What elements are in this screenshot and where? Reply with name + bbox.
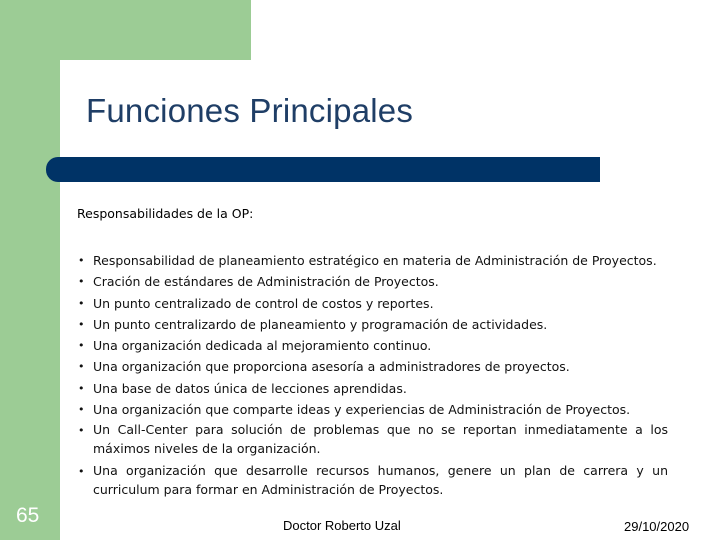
bullet-icon: • <box>78 424 85 438</box>
bullet-icon: • <box>78 317 85 331</box>
slide-number: 65 <box>16 504 40 527</box>
list-item <box>76 335 668 356</box>
responsibilities-list <box>76 250 668 502</box>
bullet-icon: • <box>78 403 85 417</box>
bullet-icon: • <box>78 296 85 310</box>
slide-title: Funciones Principales <box>86 92 414 129</box>
list-item-text: Una base de datos única de lecciones aprendidas. <box>93 380 407 396</box>
bullet-icon: • <box>78 465 85 479</box>
list-item-text: Una organización que desarrolle recursos humanos, genere un plan de carrera y un curriculum para formar en Administración de Proyectos. <box>93 463 668 497</box>
list-item-text: Cración de estándares de Administración de Proyectos. <box>93 274 439 290</box>
list-item-text: Una organización dedicada al mejoramiento continuo. <box>93 338 432 354</box>
bullet-icon: • <box>78 360 85 374</box>
list-item <box>76 271 668 292</box>
list-item <box>76 250 668 271</box>
bullet-icon: • <box>78 275 85 289</box>
footer-author: Doctor Roberto Uzal <box>283 518 401 533</box>
list-item-text: Un punto centralizardo de planeamiento y programación de actividades. <box>93 316 548 332</box>
footer-date: 29/10/2020 <box>624 519 690 534</box>
list-item-text: Responsabilidad de planeamiento estratégico en materia de Administración de Proyectos. <box>93 253 657 268</box>
list-item <box>76 399 668 420</box>
list-item-text: Una organización que comparte ideas y experiencias de Administración de Proyectos. <box>93 402 631 418</box>
list-item-text: Un punto centralizado de control de costos y reportes. <box>93 295 434 311</box>
list-item <box>76 378 668 399</box>
list-item-text: Una organización que proporciona asesoría a administradores de proyectos. <box>93 359 570 375</box>
list-item-text: Un Call-Center para solución de problemas que no se reportan inmediatamente a los máximos niveles de la organización. <box>93 422 668 456</box>
list-item <box>76 314 668 335</box>
bullet-icon: • <box>78 254 85 267</box>
list-item <box>76 420 668 458</box>
bullet-icon: • <box>78 381 85 395</box>
list-item <box>76 461 668 499</box>
section-subtitle: Responsabilidades de la OP: <box>77 206 254 221</box>
list-item <box>76 356 668 377</box>
bullet-icon: • <box>78 339 85 353</box>
list-item <box>76 293 668 314</box>
left-green-sidebar <box>0 0 60 540</box>
title-underline-bar <box>46 157 600 182</box>
